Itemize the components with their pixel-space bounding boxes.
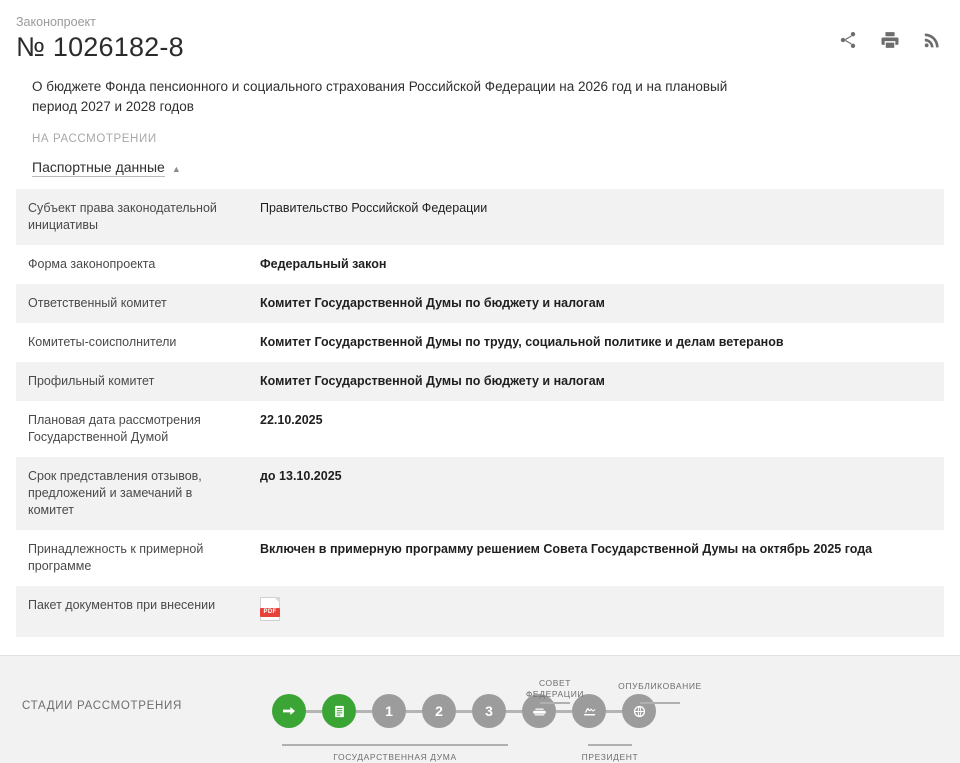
row-key: Пакет документов при внесении xyxy=(28,598,216,612)
stage-reading-3[interactable]: 3 xyxy=(472,694,506,728)
row-value: Комитет Государственной Думы по труду, социальной политике и делам ветеранов xyxy=(260,335,784,349)
header-actions xyxy=(838,30,942,50)
row-value xyxy=(248,586,944,637)
group-caption-duma: ГОСУДАРСТВЕННАЯ ДУМА xyxy=(333,752,457,762)
stage-connector xyxy=(556,710,572,713)
passport-table-body xyxy=(16,189,944,637)
table-row xyxy=(16,284,944,323)
table-row xyxy=(16,530,944,586)
table-row xyxy=(16,323,944,362)
table-row xyxy=(16,401,944,457)
row-value: Комитет Государственной Думы по бюджету и налогам xyxy=(260,374,605,388)
row-key: Профильный комитет xyxy=(28,374,155,388)
row-key: Срок представления отзывов, предложений и замечаний в комитет xyxy=(28,469,202,517)
group-caption-president: ПРЕЗИДЕНТ xyxy=(581,752,639,762)
document-icon xyxy=(332,704,347,719)
stage-reading-1[interactable]: 1 xyxy=(372,694,406,728)
stage-reading-2[interactable]: 2 xyxy=(422,694,456,728)
row-key: Ответственный комитет xyxy=(28,296,167,310)
group-bar-duma xyxy=(282,744,508,746)
table-row xyxy=(16,245,944,284)
stage-connector xyxy=(506,710,522,713)
arrow-right-icon xyxy=(281,703,297,719)
row-key: Комитеты-соисполнители xyxy=(28,335,177,349)
row-key: Форма законопроекта xyxy=(28,257,156,271)
stage-connector xyxy=(356,710,372,713)
print-icon[interactable] xyxy=(880,30,900,50)
passport-section-label: Паспортные данные xyxy=(32,159,165,175)
group-caption-publication: ОПУБЛИКОВАНИЕ xyxy=(618,681,702,691)
stage-introduced[interactable] xyxy=(272,694,306,728)
table-row xyxy=(16,189,944,245)
share-icon[interactable] xyxy=(838,30,858,50)
row-value: 22.10.2025 xyxy=(260,413,323,427)
stage-connector xyxy=(306,710,322,713)
status-badge: НА РАССМОТРЕНИИ xyxy=(32,133,157,145)
table-row xyxy=(16,457,944,530)
group-bar-federation-council xyxy=(540,702,570,704)
publication-icon xyxy=(631,703,648,720)
signature-icon xyxy=(581,703,598,720)
group-bar-president xyxy=(588,744,632,746)
stage-publication[interactable] xyxy=(622,694,656,728)
rss-icon[interactable] xyxy=(922,30,942,50)
pdf-corner xyxy=(274,597,280,603)
row-value: Федеральный закон xyxy=(260,257,387,271)
stage-connector xyxy=(406,710,422,713)
table-row xyxy=(16,586,944,637)
pdf-label: PDF xyxy=(260,608,280,617)
group-caption-federation-council: СОВЕТ ФЕДЕРАЦИИ xyxy=(525,678,585,699)
row-key: Плановая дата рассмотрения Государственной Думой xyxy=(28,413,201,444)
stages-label: СТАДИИ РАССМОТРЕНИЯ xyxy=(22,700,182,712)
row-key: Субъект права законодательной инициативы xyxy=(28,201,217,232)
bill-title: О бюджете Фонда пенсионного и социального страхования Российской Федерации на 2026 год и на плановый период 2027 и 2028 годов xyxy=(32,79,728,114)
pdf-document-icon[interactable] xyxy=(260,597,280,621)
row-value: Комитет Государственной Думы по бюджету и налогам xyxy=(260,296,605,310)
stage-connector xyxy=(606,710,622,713)
chevron-up-icon: ▲ xyxy=(171,163,181,174)
stage-connector xyxy=(456,710,472,713)
row-value: Включен в примерную программу решением Совета Государственной Думы на октябрь 2025 года xyxy=(260,542,873,556)
row-value: Правительство Российской Федерации xyxy=(260,201,488,215)
page-header xyxy=(0,0,960,177)
row-key: Принадлежность к примерной программе xyxy=(28,542,204,573)
passport-table xyxy=(16,189,944,637)
stages-flow xyxy=(272,694,656,728)
passport-section-toggle[interactable] xyxy=(32,159,181,177)
stage-committee[interactable] xyxy=(322,694,356,728)
council-icon xyxy=(531,703,548,720)
page-kicker: Законопроект xyxy=(16,15,96,29)
table-row xyxy=(16,362,944,401)
row-value: до 13.10.2025 xyxy=(260,469,342,483)
stages-panel xyxy=(0,655,960,763)
group-bar-publication xyxy=(640,702,680,704)
page-title: № 1026182-8 xyxy=(16,32,184,62)
